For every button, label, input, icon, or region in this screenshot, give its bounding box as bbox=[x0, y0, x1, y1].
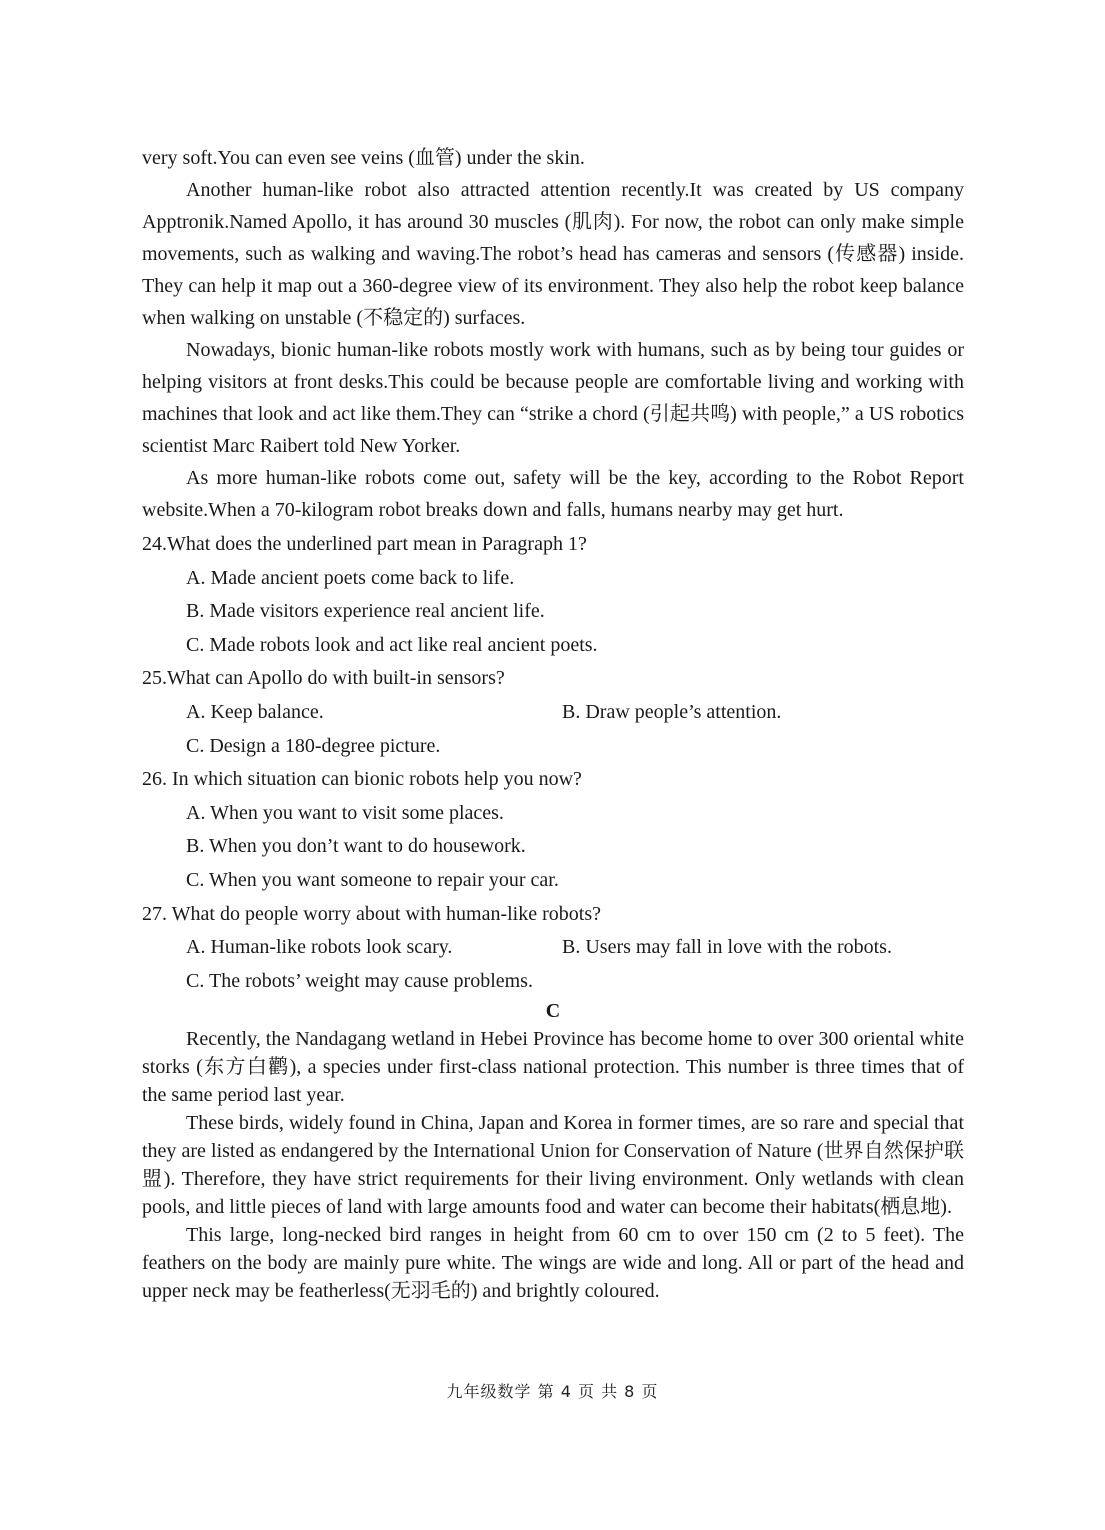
option-b: B. Made visitors experience real ancient life. bbox=[186, 600, 545, 623]
option-c: C. Design a 180-degree picture. bbox=[186, 734, 441, 757]
passage-c-paragraph-description: This large, long-necked bird ranges in height from 60 cm to over 150 cm (2 to 5 feet). The feathers on the body are mainly pure white. The wings are wide and long. All or part of the head and upper neck may be featherless(无羽毛的) and brightly coloured. bbox=[142, 1224, 964, 1303]
question-stem: 24.What does the underlined part mean in Paragraph 1? bbox=[142, 533, 587, 555]
options-row bbox=[142, 931, 964, 965]
option-c: C. The robots’ weight may cause problems. bbox=[186, 969, 533, 992]
question-27 bbox=[142, 898, 964, 999]
question-stem: 26. In which situation can bionic robots help you now? bbox=[142, 768, 582, 791]
passage-b-paragraph-apollo: Another human-like robot also attracted attention recently.It was created by US company Apptronik.Named Apollo, it has around 30 muscles (肌肉). For now, the robot can only make simple movements, such as walking and waving.The robot’s head has cameras and sensors (传感器) inside. They can help it map out a 360-degree view of its environment. They also help the robot keep balance when walking on unstable (不稳定的) surfaces. bbox=[142, 179, 964, 329]
option-a: A. When you want to visit some places. bbox=[186, 801, 504, 824]
question-stem: 27. What do people worry about with human-like robots? bbox=[142, 902, 601, 925]
passage-b-paragraph-continued: very soft.You can even see veins (血管) under the skin. bbox=[142, 147, 585, 169]
question-26 bbox=[142, 763, 964, 897]
option-b: B. Draw people’s attention. bbox=[562, 700, 782, 723]
option-c: C. Made robots look and act like real ancient poets. bbox=[186, 633, 598, 656]
passage-b-paragraph-bionic: Nowadays, bionic human-like robots mostly work with humans, such as by being tour guides or helping visitors at front desks.This could be because people are comfortable living and working with machines that look and act like them.They can “strike a chord (引起共鸣) with people,” a US robotics scientist Marc Raibert told New Yorker. bbox=[142, 339, 964, 457]
passage-c-paragraph-storks: Recently, the Nandagang wetland in Hebei Province has become home to over 300 oriental white storks (东方白鹳), a species under first-class national protection. This number is three times that of the same period last year. bbox=[142, 1028, 964, 1107]
section-heading-c: C bbox=[545, 1000, 561, 1023]
passage-b-paragraph-safety: As more human-like robots come out, safety will be the key, according to the Robot Report website.When a 70-kilogram robot breaks down and falls, humans nearby may get hurt. bbox=[142, 467, 964, 521]
question-25 bbox=[142, 662, 964, 763]
question-24 bbox=[142, 528, 964, 662]
option-a: A. Keep balance. bbox=[186, 700, 324, 723]
option-a: A. Human-like robots look scary. bbox=[186, 936, 453, 959]
option-c: C. When you want someone to repair your car. bbox=[186, 868, 559, 891]
option-b: B. Users may fall in love with the robots. bbox=[562, 936, 892, 959]
exam-page bbox=[142, 142, 964, 1305]
page-footer: 九年级数学 第 4 页 共 8 页 bbox=[446, 1382, 659, 1401]
options-row bbox=[142, 696, 964, 730]
passage-c-paragraph-endangered: These birds, widely found in China, Japan and Korea in former times, are so rare and special that they are listed as endangered by the International Union for Conservation of Nature (世界自然保护联盟). Therefore, they have strict requirements for their living environment. Only wetlands with clean pools, and little pieces of land with large amounts food and water can become their habitats(栖息地). bbox=[142, 1112, 964, 1219]
option-a: A. Made ancient poets come back to life. bbox=[186, 566, 515, 589]
question-stem: 25.What can Apollo do with built-in sensors? bbox=[142, 667, 505, 690]
option-b: B. When you don’t want to do housework. bbox=[186, 835, 526, 858]
